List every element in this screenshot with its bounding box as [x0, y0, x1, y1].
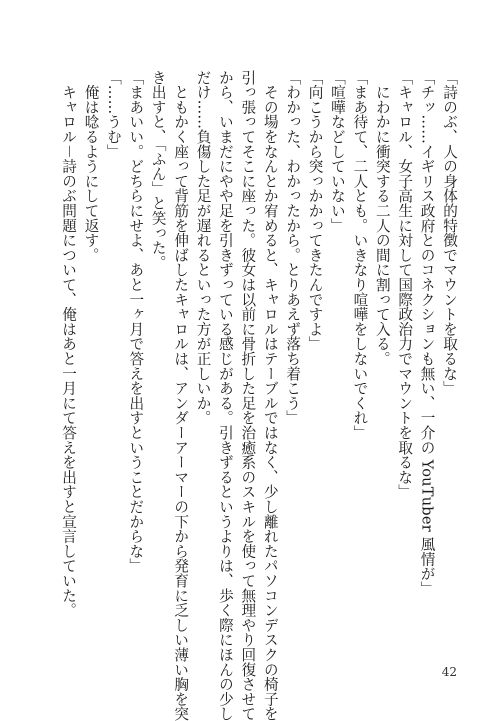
text-line: 「キャロル、女子高生に対して国際政治力でマウントを取るな」 [396, 70, 414, 500]
text-line: 「チッ……イギリス政府とのコネクションも無い、一介の YouTuber 風情が」 [418, 70, 436, 596]
text-line: 「……うむ」 [104, 70, 122, 159]
text-line: 「喧嘩などしていない」 [328, 70, 346, 233]
text-line: き出すと、「ふん」と笑った。 [149, 70, 167, 270]
text-line: 俺は唸るようにして返す。 [82, 70, 100, 263]
text-line: だけ……負傷した足が遅れるといった方が正しいか。 [194, 70, 212, 426]
text-line: 「まあいい。どちらにせよ、あと一ヶ月で答えを出すということだからな」 [127, 70, 145, 574]
text-line: 「まあ待て、二人とも。いきなり喧嘩をしないでくれ」 [351, 70, 369, 440]
text-line: 引っ張ってそこに座った。彼女は以前に骨折した足を治癒系のスキルを使って無理やり回復させて [239, 70, 257, 721]
text-line: ともかく座って背筋を伸ばしたキャロルは、アンダーアーマーの下から発育に乏しい薄い胸を突 [172, 70, 190, 721]
text-line: 「向こうから突っかかってきたんですよ」 [306, 70, 324, 352]
text-line: 「わかった、わかったから。とりあえず落ち着こう」 [284, 70, 302, 426]
text-line: にわかに衝突する二人の間に割って入る。 [373, 70, 391, 366]
text-line: キャロル－詩のぶ問題について、俺はあと一月にて答えを出すと宣言していた。 [60, 70, 78, 618]
page-number: 42 [441, 665, 457, 679]
text-line: その場をなんとか宥めると、キャロルはテーブルではなく、少し離れたパソコンデスクの椅子を [261, 70, 279, 721]
text-line: から、いまだにやや足を引きずっている感じがある。引きずるというよりは、歩く際にほんの少し [216, 70, 234, 721]
text-line: 「詩のぶ、人の身体的特徴でマウントを取るな」 [441, 70, 458, 396]
